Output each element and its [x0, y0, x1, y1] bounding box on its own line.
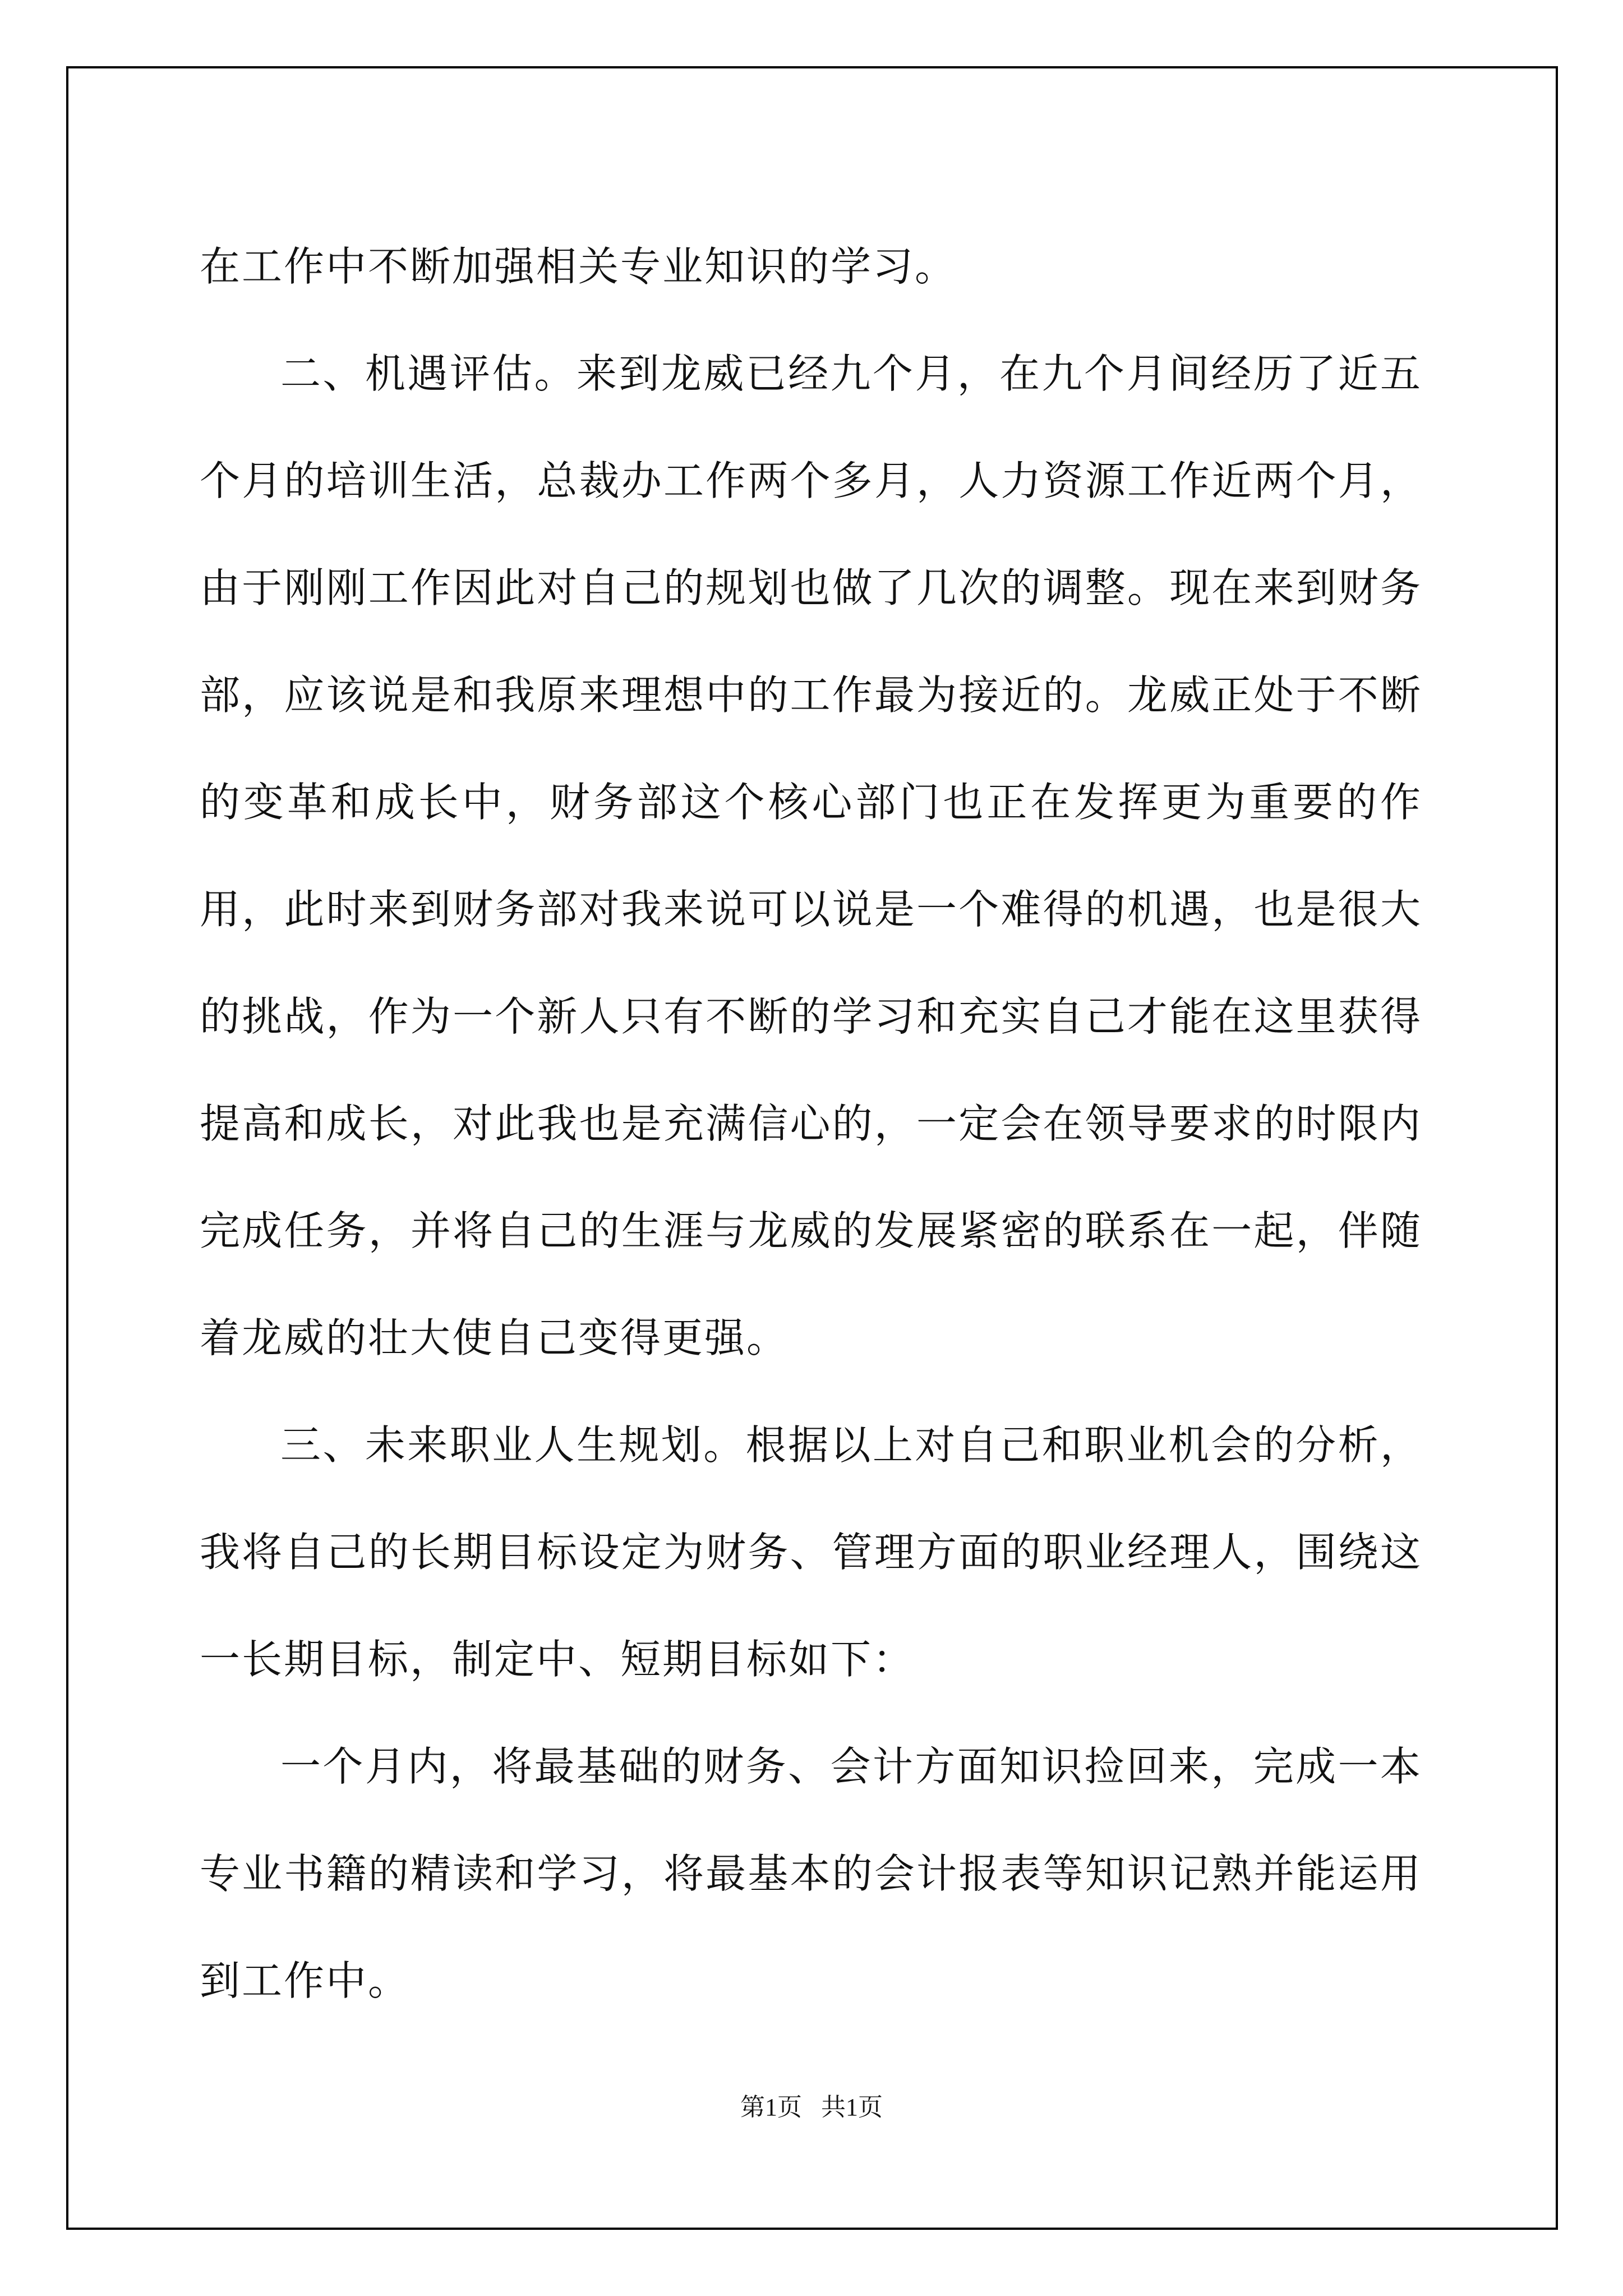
page-number: 第1页 — [740, 2093, 802, 2121]
paragraph-opportunity-assessment: 二、机遇评估。来到龙威已经九个月，在九个月间经历了近五个月的培训生活，总裁办工作两个多月，人力资源工作近两个月，由于刚刚工作因此对自己的规划也做了几次的调整。现在来到财务部，应该说是和我原来理想中的工作最为接近的。龙威正处于不断的变革和成长中，财务部这个核心部门也正在发挥更为重要的作用，此时来到财务部对我来说可以说是一个难得的机遇，也是很大的挑战，作为一个新人只有不断的学习和充实自己才能在这里获得提高和成长，对此我也是充满信心的，一定会在领导要求的时限内完成任务，并将自己的生涯与龙威的发展紧密的联系在一起，伴随着龙威的壮大使自己变得更强。 — [200, 350, 1422, 1361]
document-body — [200, 213, 1422, 2035]
paragraph-one-month-goal: 一个月内，将最基础的财务、会计方面知识捡回来，完成一本专业书籍的精读和学习，将最基本的会计报表等知识记熟并能运用到工作中。 — [200, 1743, 1422, 2004]
paragraph-continuation: 在工作中不断加强相关专业知识的学习。 — [200, 243, 957, 290]
paragraph-career-plan: 三、未来职业人生规划。根据以上对自己和职业机会的分析，我将自己的长期目标设定为财务、管理方面的职业经理人，围绕这一长期目标，制定中、短期目标如下： — [200, 1421, 1422, 1683]
total-pages: 共1页 — [821, 2093, 883, 2121]
page-footer — [0, 2087, 1623, 2123]
